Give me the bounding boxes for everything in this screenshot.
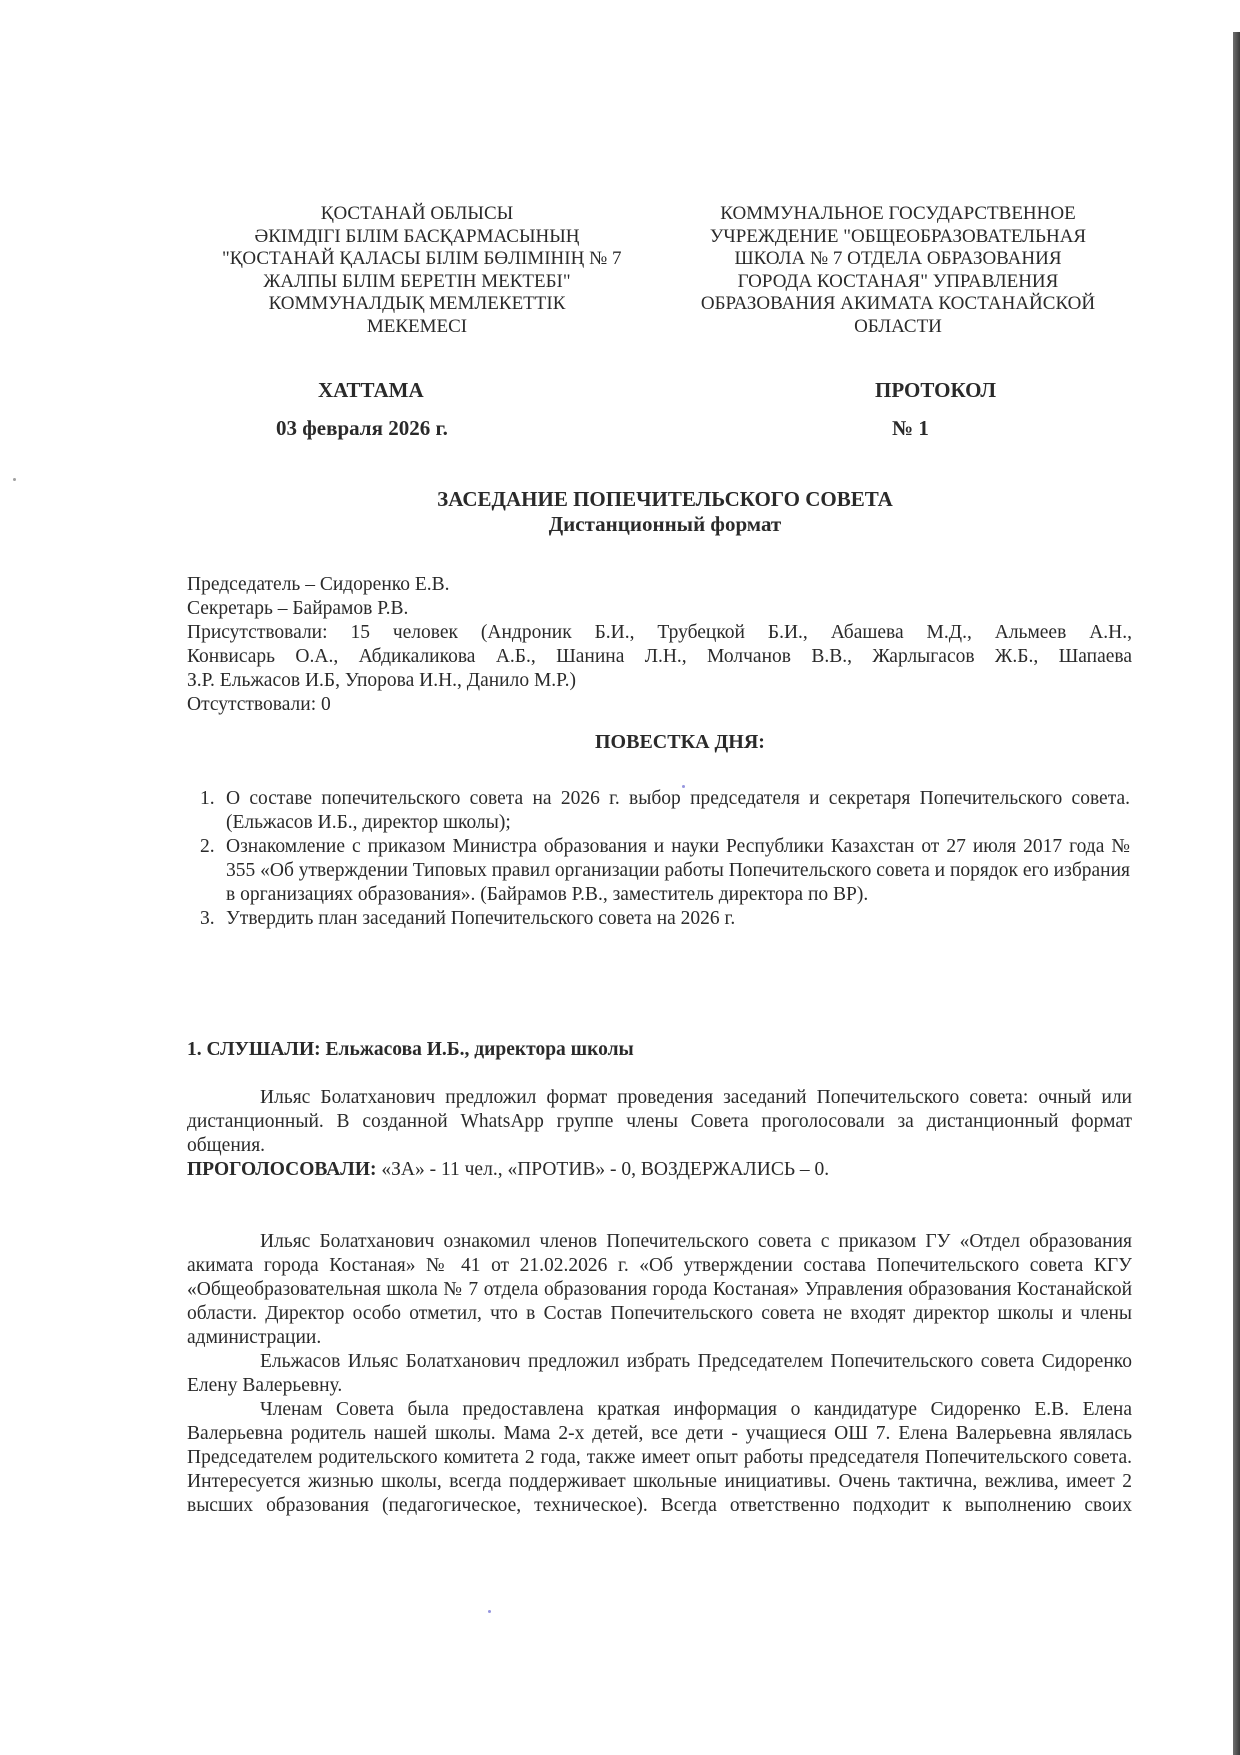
scan-border — [1233, 32, 1240, 1755]
present-list-line: Присутствовали: 15 человек (Андроник Б.И., Трубецкой Б.И., Абашева М.Д., Альмеев А.Н., — [187, 622, 1132, 643]
agenda-item — [200, 787, 1130, 835]
paragraph-order-review — [187, 1230, 1132, 1518]
paragraph-text: Членам Совета была предоставлена краткая информация о кандидатуре Сидоренко Е.В. Елена Валерьевна родитель нашей школы. Мама 2-х детей, все дети - учащиеся ОШ 7. Елена Валерьевна являлась Председателем родительского комитета 2 года, также имеет опыт работы председателя Попечительского совета. Интересуется жизнью школы, всегда поддерживает школьные инициативы. Очень тактична, вежлива, имеет 2 высших образования (педагогическое, техническое). Всегда ответственно подходит к выполнению своих — [187, 1399, 1132, 1516]
chairperson: Председатель – Сидоренко Е.В. — [187, 574, 450, 595]
paragraph-text: Ильяс Болатханович ознакомил членов Попечительского совета с приказом ГУ «Отдел образования акимата города Костаная» № 41 от 21.02.2026 г. «Об утверждении состава Попечительского совета КГУ «Общеобразовательная школа № 7 отдела образования города Костаная» Управления образования Костанайской области. Директор особо отметил, что в Состав Попечительского совета не входят директор школы и члены администрации. — [187, 1231, 1132, 1348]
vote-result — [187, 1158, 1132, 1182]
attendance-block — [187, 573, 1132, 717]
scan-speck — [682, 785, 685, 788]
header-right-line: УЧРЕЖДЕНИЕ "ОБЩЕОБРАЗОВАТЕЛЬНАЯ — [709, 225, 1087, 247]
vote-label: ПРОГОЛОСОВАЛИ: — [187, 1159, 377, 1180]
meeting-title: ЗАСЕДАНИЕ ПОПЕЧИТЕЛЬСКОГО СОВЕТА — [437, 487, 893, 511]
header-right-line: ГОРОДА КОСТАНАЯ" УПРАВЛЕНИЯ — [737, 270, 1059, 292]
doc-type-russian: ПРОТОКОЛ — [875, 378, 997, 402]
agenda-list — [200, 787, 1130, 931]
agenda-title: ПОВЕСТКА ДНЯ: — [595, 731, 765, 753]
agenda-item — [200, 907, 1130, 931]
agenda-item-number: 1. — [200, 788, 215, 809]
header-left-line: ҚОСТАНАЙ ОБЛЫСЫ — [320, 203, 514, 224]
agenda-item-number: 2. — [200, 836, 215, 857]
header-left-line: ЖАЛПЫ БІЛІМ БЕРЕТІН МЕКТЕБІ" — [263, 270, 571, 292]
doc-type-kazakh: ХАТТАМА — [318, 378, 424, 402]
header-right-line: ШКОЛА № 7 ОТДЕЛА ОБРАЗОВАНИЯ — [734, 248, 1062, 269]
header-left-line: МЕКЕМЕСІ — [366, 315, 468, 337]
paragraph-format-proposal — [187, 1086, 1132, 1158]
present-list-line: Конвисарь О.А., Абдикаликова А.Б., Шанина Л.Н., Молчанов В.В., Жарлыгасов Ж.Б., Шапаева — [187, 646, 1132, 667]
document-number: № 1 — [892, 416, 929, 440]
header-russian-org — [668, 203, 1128, 338]
meeting-format: Дистанционный формат — [548, 512, 782, 536]
agenda-item-text: Утвердить план заседаний Попечительского совета на 2026 г. — [226, 908, 736, 929]
header-kazakh-org — [222, 203, 622, 338]
agenda-item-number: 3. — [200, 908, 215, 929]
document-date: 03 февраля 2026 г. — [276, 416, 448, 440]
paragraph-text: Ельжасов Ильяс Болатханович предложил избрать Председателем Попечительского совета Сидоренко Елену Валерьевну. — [187, 1351, 1132, 1396]
vote-text: «ЗА» - 11 чел., «ПРОТИВ» - 0, ВОЗДЕРЖАЛИСЬ – 0. — [376, 1159, 830, 1180]
header-left-line: КОММУНАЛДЫҚ МЕМЛЕКЕТТІК — [268, 293, 566, 314]
section-heading: 1. СЛУШАЛИ: Ельжасова И.Б., директора школы — [187, 1039, 634, 1060]
scan-speck — [488, 1610, 491, 1613]
header-left-line: ӘКІМДІГІ БІЛІМ БАСҚАРМАСЫНЫҢ — [254, 225, 580, 247]
header-right-line: ОБРАЗОВАНИЯ АКИМАТА КОСТАНАЙСКОЙ — [700, 293, 1096, 314]
absent-count: Отсутствовали: 0 — [187, 694, 331, 715]
agenda-item-text: Ознакомление с приказом Министра образования и науки Республики Казахстан от 27 июля 2017 года № 355 «Об утверждении Типовых правил организации работы Попечительского совета и порядок его избрания в организациях образования». (Байрамов Р.В., заместитель директора по ВР). — [226, 836, 1130, 905]
paragraph-text: Ильяс Болатханович предложил формат проведения заседаний Попечительского совета: очный или дистанционный. В созданной WhatsApp группе члены Совета проголосовали за дистанционный формат общения. — [187, 1087, 1132, 1156]
present-list-line: З.Р. Ельжасов И.Б, Упорова И.Н., Данило М.Р.) — [187, 670, 576, 691]
scan-speck — [13, 478, 16, 481]
header-right-line: КОММУНАЛЬНОЕ ГОСУДАРСТВЕННОЕ — [720, 203, 1076, 224]
agenda-item-text: О составе попечительского совета на 2026 г. выбор председателя и секретаря Попечительского совета. (Ельжасов И.Б., директор школы); — [226, 788, 1130, 833]
secretary: Секретарь – Байрамов Р.В. — [187, 598, 409, 619]
header-right-line: ОБЛАСТИ — [854, 315, 942, 337]
header-left-line: "ҚОСТАНАЙ ҚАЛАСЫ БІЛІМ БӨЛІМІНІҢ № 7 — [222, 248, 622, 269]
agenda-item — [200, 835, 1130, 907]
vote-line — [187, 1158, 1132, 1182]
